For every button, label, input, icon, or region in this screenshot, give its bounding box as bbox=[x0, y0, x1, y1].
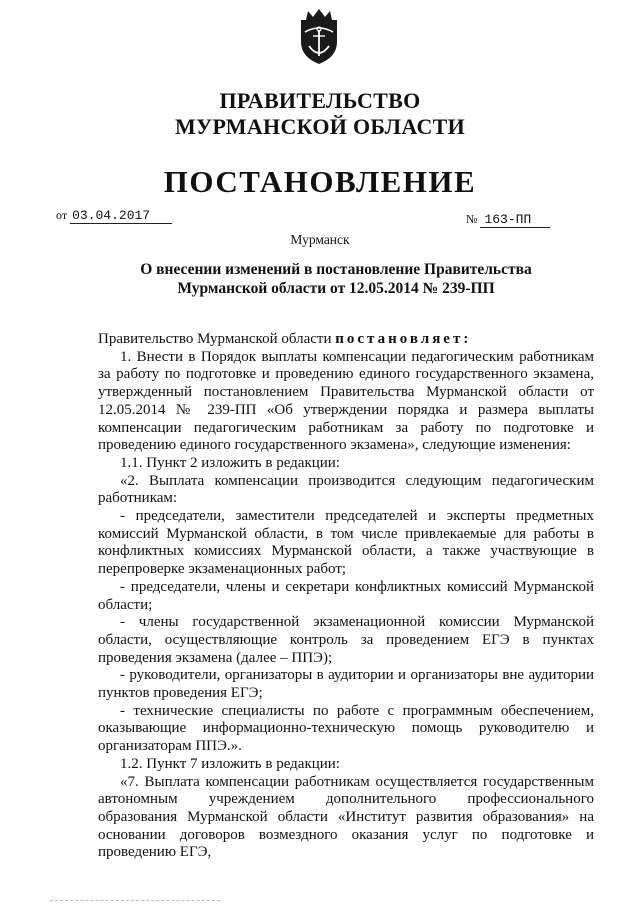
intro-spaced: постановляет: bbox=[335, 331, 472, 347]
document-body bbox=[98, 331, 594, 862]
government-name-line1: ПРАВИТЕЛЬСТВО bbox=[219, 88, 421, 113]
document-title: О внесении изменений в постановление Правительства Мурманской области от 12.05.2014 № 239-ПП bbox=[140, 261, 532, 297]
government-name-line2: МУРМАНСКОЙ ОБЛАСТИ bbox=[174, 114, 466, 139]
list-item: - технические специалисты по работе с программным обеспечением, оказывающие информационно-техническую помощь руководителю и организаторам ППЭ.». bbox=[98, 702, 594, 755]
list-item: - руководители, организаторы в аудитории и организаторы вне аудитории пунктов проведения ЕГЭ; bbox=[98, 667, 594, 702]
intro-text: Правительство Мурманской области bbox=[98, 331, 336, 347]
city: Мурманск bbox=[290, 232, 350, 247]
list-item: - председатели, члены и секретари конфликтных комиссий Мурманской области; bbox=[98, 578, 594, 613]
list-item: - председатели, заместители председателей и эксперты предметных комиссий Мурманской области, в том числе привлекаемые для работы в конфликтных комиссиях Мурманской области, а также участвующие в перепроверке экзаменационных работ; bbox=[98, 508, 594, 578]
coat-of-arms-emblem bbox=[296, 8, 342, 66]
intro-paragraph bbox=[98, 331, 594, 349]
date-prefix: от bbox=[56, 208, 68, 222]
paragraph-1-2: 1.2. Пункт 7 изложить в редакции: bbox=[120, 755, 340, 772]
scan-artifact-line bbox=[50, 900, 220, 903]
paragraph-1-1: 1.1. Пункт 2 изложить в редакции: bbox=[120, 454, 340, 471]
quote-point-7: «7. Выплата компенсации работникам осуществляется государственным автономным учреждением дополнительного профессионального образования Мурманской области «Институт развития образования» на основании договоров возмездного оказания услуг по подготовке и проведению ЕГЭ, bbox=[98, 773, 594, 861]
document-number: 163-ПП bbox=[480, 213, 550, 228]
document-type: ПОСТАНОВЛЕНИЕ bbox=[163, 164, 477, 199]
date-row bbox=[56, 208, 172, 224]
document-date: 03.04.2017 bbox=[70, 209, 172, 224]
number-prefix: № bbox=[466, 212, 478, 226]
paragraph-1: 1. Внести в Порядок выплаты компенсации педагогическим работникам за работу по подготовке и проведению единого государственного экзамена, утвержденный постановлением Правительства Мурманской области от 12.05.2014 № 239-ПП «Об утверждении порядка и размера выплаты компенсации педагогическим работникам за работу по подготовке и проведению единого государственного экзамена», следующие изменения: bbox=[98, 348, 594, 454]
quote-point-2: «2. Выплата компенсации производится следующим педагогическим работникам: bbox=[98, 472, 594, 507]
list-item: - члены государственной экзаменационной комиссии Мурманской области, осуществляющие контроль за проведением ЕГЭ в пунктах проведения экзамена (далее – ППЭ); bbox=[98, 614, 594, 666]
number-row bbox=[466, 212, 550, 228]
